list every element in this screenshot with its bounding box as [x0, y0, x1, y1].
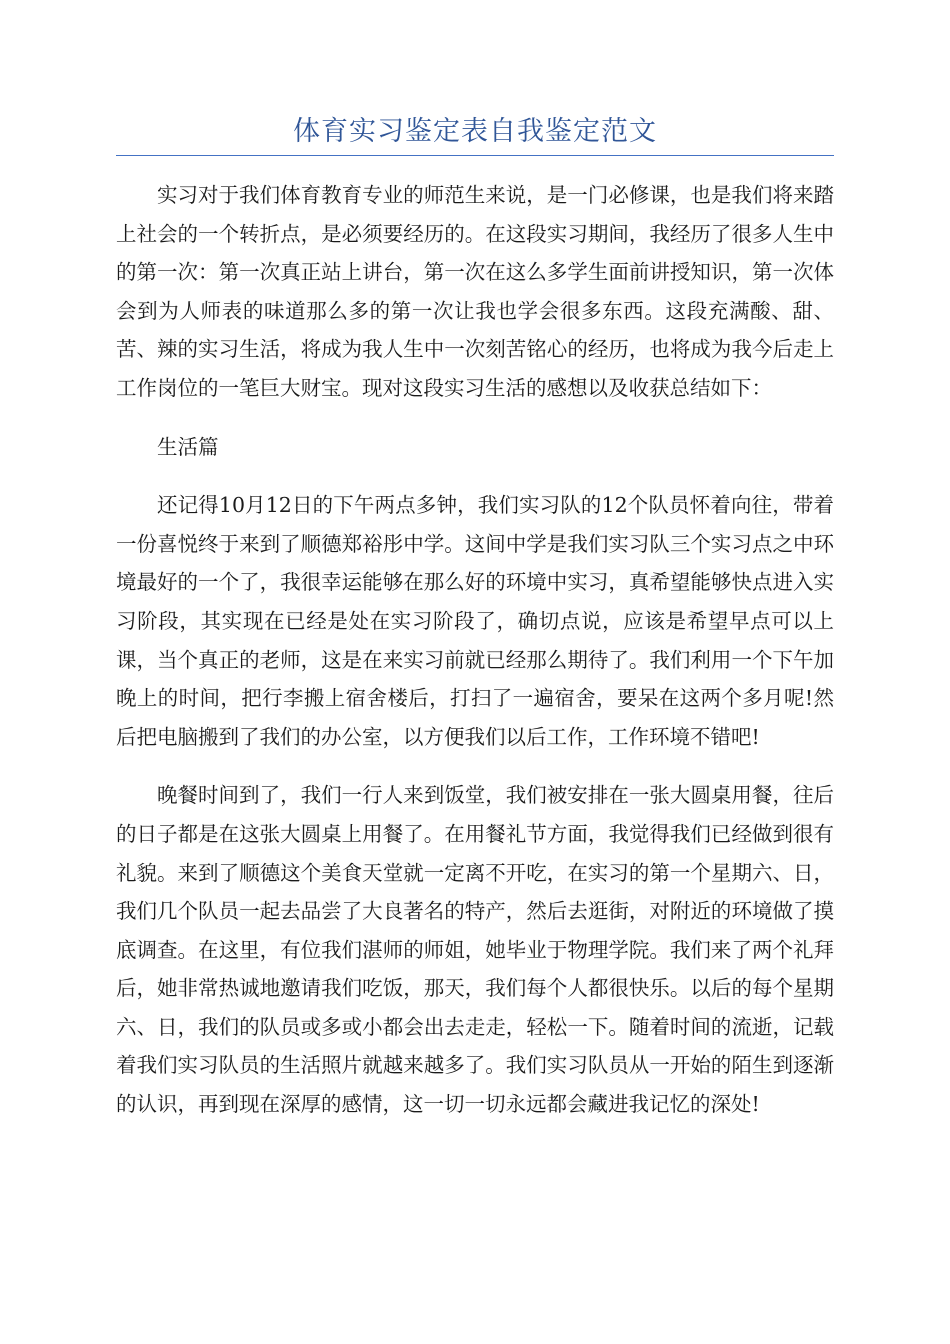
title-underline: [116, 155, 834, 156]
document-title: 体育实习鉴定表自我鉴定范文: [293, 116, 657, 147]
document-body: [116, 176, 834, 1144]
paragraph-intro: 实习对于我们体育教育专业的师范生来说，是一门必修课，也是我们将来踏上社会的一个转折点，是必须要经历的。在这段实习期间，我经历了很多人生中的第一次：第一次真正站上讲台，第一次在这么多学生面前讲授知识，第一次体会到为人师表的味道那么多的第一次让我也学会很多东西。这段充满酸、甜、苦、辣的实习生活，将成为我人生中一次刻苦铭心的经历，也将成为我今后走上工作岗位的一笔巨大财宝。现对这段实习生活的感想以及收获总结如下：: [116, 183, 834, 400]
paragraph-arrival: 还记得10月12日的下午两点多钟，我们实习队的12个队员怀着向往，带着一份喜悦终于来到了顺德郑裕彤中学。这间中学是我们实习队三个实习点之中环境最好的一个了，我很幸运能够在那么好的环境中实习，真希望能够快点进入实习阶段，其实现在已经是处在实习阶段了，确切点说，应该是希望早点可以上课，当个真正的老师，这是在来实习前就已经那么期待了。我们利用一个下午加晚上的时间，把行李搬上宿舍楼后，打扫了一遍宿舍，要呆在这两个多月呢!然后把电脑搬到了我们的办公室，以方便我们以后工作，工作环境不错吧!: [116, 493, 834, 749]
section-heading-life: 生活篇: [157, 434, 219, 459]
paragraph-dinner: 晚餐时间到了，我们一行人来到饭堂，我们被安排在一张大圆桌用餐，往后的日子都是在这张大圆桌上用餐了。在用餐礼节方面，我觉得我们已经做到很有礼貌。来到了顺德这个美食天堂就一定离不开吃，在实习的第一个星期六、日，我们几个队员一起去品尝了大良著名的特产，然后去逛街，对附近的环境做了摸底调查。在这里，有位我们湛师的师姐，她毕业于物理学院。我们来了两个礼拜后，她非常热诚地邀请我们吃饭，那天，我们每个人都很快乐。以后的每个星期六、日，我们的队员或多或小都会出去走走，轻松一下。随着时间的流逝，记载着我们实习队员的生活照片就越来越多了。我们实习队员从一开始的陌生到逐渐的认识，再到现在深厚的感情，这一切一切永远都会藏进我记忆的深处!: [116, 783, 834, 1117]
